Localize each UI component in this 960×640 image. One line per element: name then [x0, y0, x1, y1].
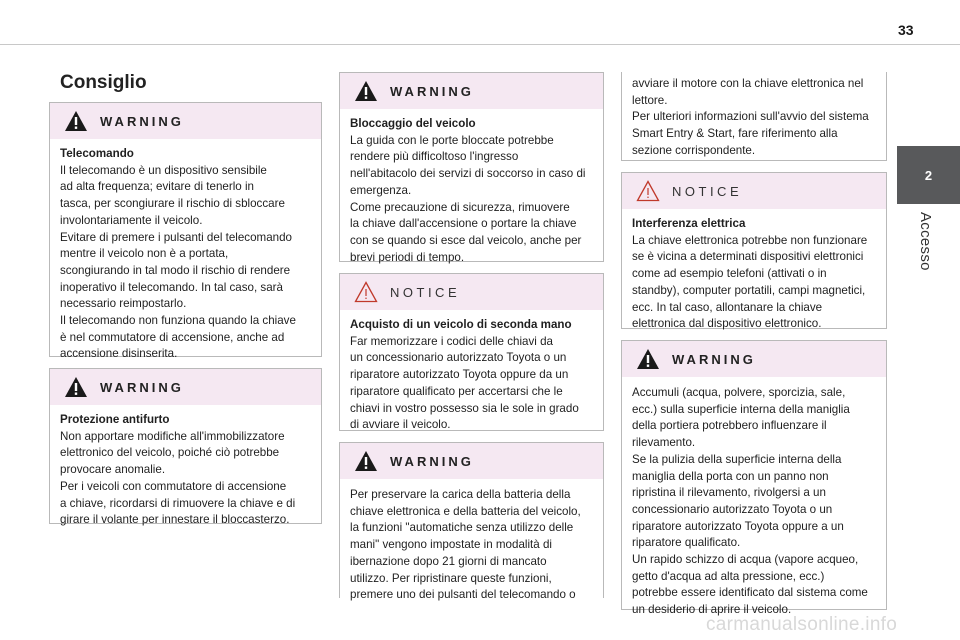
text-line: utilizzo. Per ripristinare queste funzioni, — [350, 571, 552, 585]
notice-label: NOTICE — [672, 183, 743, 199]
text-line: chiave elettronica e della batteria del veicolo, — [350, 504, 581, 518]
watermark: carmanualsonline.info — [706, 614, 898, 635]
text-line: girare il volante per innestare il bloccasterzo. — [60, 513, 290, 527]
text-line: Accumuli (acqua, polvere, sporcizia, sale, — [632, 386, 846, 399]
page-heading: Consiglio — [60, 72, 147, 93]
text-line: riparatore qualificato. — [632, 536, 741, 550]
warning-body — [340, 479, 603, 604]
warning-box-batteria — [339, 442, 604, 602]
notice-icon — [636, 180, 660, 202]
warning-label: WARNING — [390, 83, 474, 99]
warning-body — [50, 405, 321, 529]
warning-header — [340, 443, 603, 479]
text-line: premere uno dei pulsanti del telecomando o — [350, 588, 576, 602]
chapter-label: Accesso — [917, 212, 934, 271]
text-line: chiavi in vostro possesso sia le sole in grado — [350, 401, 579, 415]
text-line: necessario reimpostarlo. — [60, 297, 187, 311]
text-line: Il telecomando è un dispositivo sensibile — [60, 163, 267, 177]
text-line: inoperativo il telecomando. In tal caso, sarà — [60, 280, 283, 294]
text-line: provocare anomalie. — [60, 463, 166, 477]
text-line: Come precauzione di sicurezza, rimuovere — [350, 200, 570, 214]
text-line: elettronico del veicolo, poiché ciò potrebbe — [60, 446, 280, 460]
text-line: maniglia della porta con un panno non — [632, 469, 829, 483]
text-line: involontariamente il veicolo. — [60, 213, 203, 227]
text-line: getto d'acqua ad alta pressione, ecc.) — [632, 569, 825, 583]
warning-box-bloccaggio — [339, 72, 604, 262]
text-line: scongiurando in tal modo il rischio di rendere — [60, 263, 291, 277]
box-title: Interferenza elettrica — [632, 217, 746, 230]
text-line: elettronica dal dispositivo elettronico. — [632, 317, 822, 331]
text-line: lettore. — [632, 93, 668, 107]
box-title: Protezione antifurto — [60, 413, 170, 426]
box-title: Acquisto di un veicolo di seconda mano — [350, 318, 572, 331]
warning-icon — [64, 110, 88, 132]
warning-box-telecomando — [49, 102, 322, 361]
text-line: Far memorizzare i codici delle chiavi da — [350, 334, 553, 348]
text-line: ripristina il rilevamento, rivolgersi a un — [632, 486, 826, 500]
warning-box-antifurto — [49, 368, 322, 527]
text-line: Smart Entry & Start, fare riferimento alla — [632, 127, 838, 141]
warning-icon — [636, 348, 660, 370]
text-line: ecc.) sulla superficie interna della maniglia — [632, 402, 850, 416]
text-line: riparatore autorizzato Toyota oppure da un — [350, 368, 569, 382]
notice-box-seconda-mano — [339, 273, 604, 431]
notice-box-interferenza — [621, 172, 887, 329]
warning-icon — [64, 376, 88, 398]
page-number: 33 — [898, 22, 914, 38]
text-line: standby), computer portatili, campi magnetici, — [632, 283, 866, 297]
warning-label: WARNING — [390, 453, 474, 469]
text-line: brevi periodi di tempo. — [350, 250, 465, 264]
text-line: a chiave, ricordarsi di rimuovere la chiave e di — [60, 496, 296, 510]
text-line: Se la pulizia della superficie interna della — [632, 452, 842, 466]
box-title: Telecomando — [60, 147, 134, 160]
text-line: Il telecomando non funziona quando la chiave — [60, 314, 296, 328]
warning-body — [50, 139, 321, 363]
text-line: riparatore qualificato per accertarsi che le — [350, 384, 563, 398]
text-line: rilevamento. — [632, 436, 696, 450]
text-line: la funzioni "automatiche senza utilizzo delle — [350, 521, 574, 535]
notice-header — [340, 274, 603, 310]
text-line: della portiera potrebbero influenzare il — [632, 419, 827, 433]
header-rule — [0, 44, 960, 45]
text-line: La guida con le porte bloccate potrebbe — [350, 133, 554, 147]
text-line: Un rapido schizzo di acqua (vapore acqueo, — [632, 553, 859, 567]
warning-label: WARNING — [100, 379, 184, 395]
text-line: nell'abitacolo dei servizi di soccorso in caso di — [350, 167, 586, 181]
text-line: Evitare di premere i pulsanti del telecomando — [60, 230, 292, 244]
text-line: ad alta frequenza; evitare di tenerlo in — [60, 180, 254, 194]
text-line: concessionario autorizzato Toyota o un — [632, 502, 833, 516]
text-line: con se quando si esce dal veicolo, anche per — [350, 233, 582, 247]
warning-body — [340, 109, 603, 266]
text-line: mani" vengono impostate in modalità di — [350, 538, 552, 552]
box-title: Bloccaggio del veicolo — [350, 117, 476, 130]
text-line: accensione disinserita. — [60, 347, 178, 361]
chapter-tab[interactable]: 2 — [897, 146, 960, 204]
warning-body — [622, 377, 886, 619]
text-line: ecc. In tal caso, allontanare la chiave — [632, 300, 823, 314]
text-line: potrebbe essere identificato dal sistema come — [632, 586, 868, 600]
text-line: tasca, per scongiurare il rischio di sbloccare — [60, 197, 285, 211]
warning-icon — [354, 80, 378, 102]
notice-header — [622, 173, 886, 209]
warning-header — [622, 341, 886, 377]
warning-header — [50, 103, 321, 139]
warning-label: WARNING — [672, 351, 756, 367]
warning-header — [50, 369, 321, 405]
warning-box-maniglia — [621, 340, 887, 617]
warning-label: WARNING — [100, 113, 184, 129]
text-line: di avviare il veicolo. — [350, 418, 451, 432]
text-line: un desiderio di aprire il veicolo. — [632, 603, 792, 617]
notice-body — [622, 209, 886, 333]
text-line: sezione corrispondente. — [632, 143, 756, 157]
text-line: emergenza. — [350, 183, 412, 197]
warning-header — [340, 73, 603, 109]
text-line: rendere più difficoltoso l'ingresso — [350, 150, 519, 164]
warning-icon — [354, 450, 378, 472]
notice-label: NOTICE — [390, 284, 461, 300]
continuation-box — [621, 72, 887, 161]
text-line: Per ulteriori informazioni sull'avvio del sistema — [632, 110, 869, 124]
text-line: è nel commutatore di accensione, anche ad — [60, 330, 285, 344]
text-line: mentre il veicolo non è a portata, — [60, 247, 229, 261]
notice-body — [340, 310, 603, 434]
notice-icon — [354, 281, 378, 303]
text-line: un concessionario autorizzato Toyota o un — [350, 351, 567, 365]
text-line: La chiave elettronica potrebbe non funzionare — [632, 233, 868, 247]
text-line: se è vicina a determinati dispositivi elettronici — [632, 250, 864, 264]
text-line: come ad esempio telefoni (attivati o in — [632, 267, 827, 281]
continuation-body — [622, 72, 886, 160]
text-line: Per i veicoli con commutatore di accensione — [60, 479, 287, 493]
text-line: la chiave dall'accensione o portare la chiave — [350, 217, 577, 231]
text-line: avviare il motore con la chiave elettronica nel — [632, 77, 864, 90]
text-line: ibernazione dopo 21 giorni di mancato — [350, 554, 547, 568]
text-line: Non apportare modifiche all'immobilizzatore — [60, 429, 285, 443]
text-line: riparatore autorizzato Toyota oppure a un — [632, 519, 844, 533]
text-line: Per preservare la carica della batteria della — [350, 488, 571, 501]
